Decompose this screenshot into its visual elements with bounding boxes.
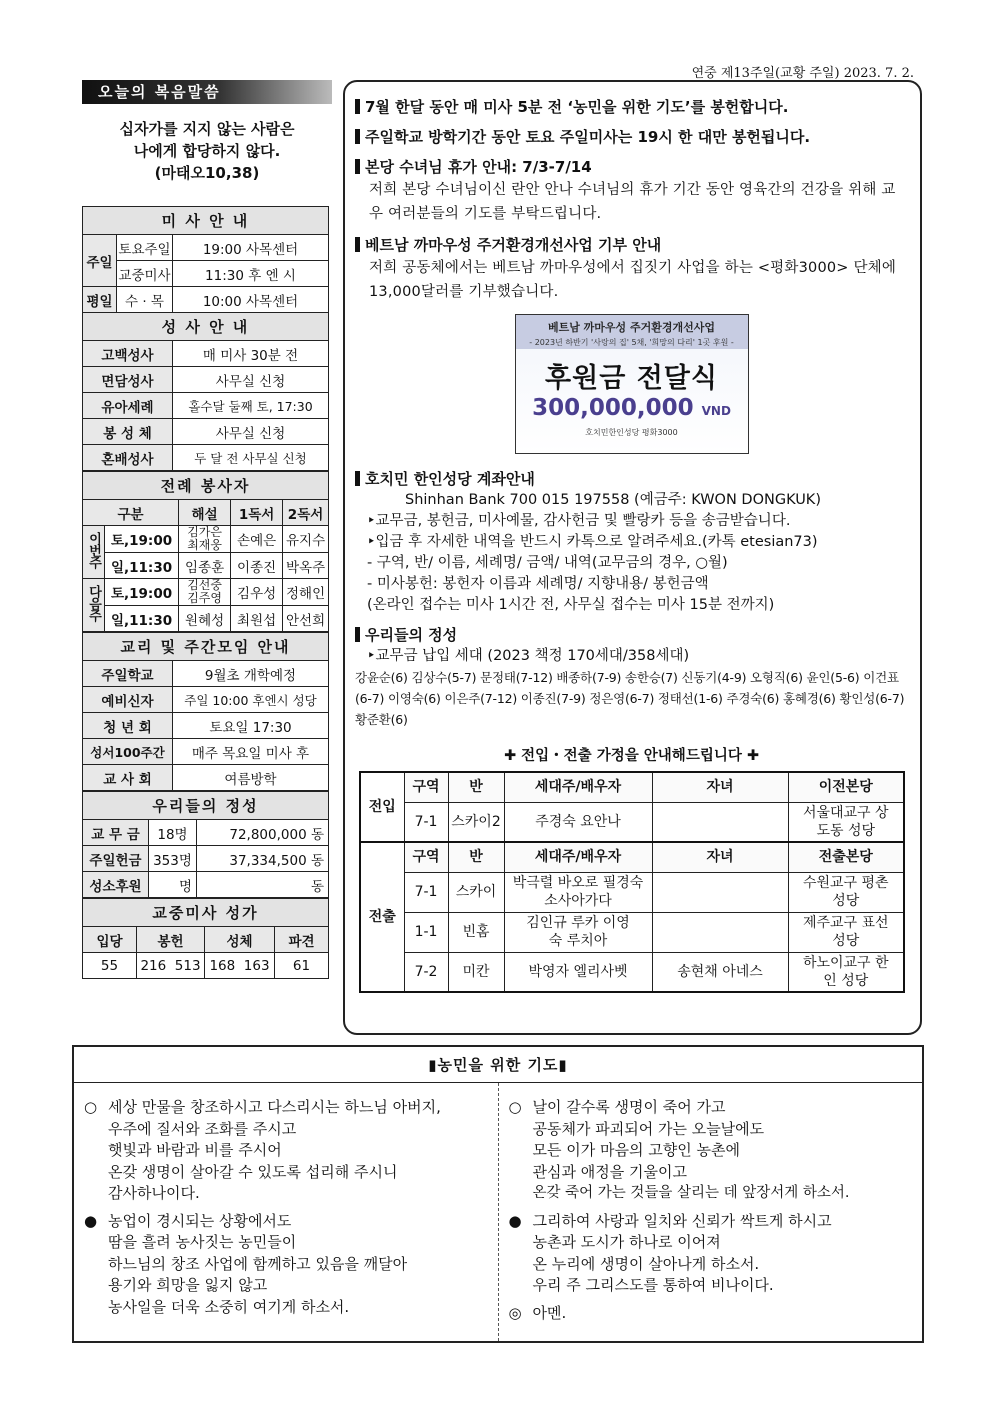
account-info [355, 468, 908, 616]
announcements-box [343, 80, 922, 1035]
left-column [82, 80, 332, 979]
announcement [355, 234, 908, 304]
prayer-line: 모든 이가 마음의 고향인 농촌에 [532, 1141, 740, 1159]
meeting-info: 주일 10:00 후엔시 성당 [173, 687, 329, 713]
meeting-name: 성서100주간 [83, 739, 173, 765]
mass-type: 교중미사 [117, 261, 173, 287]
prayer-line: 세상 만물을 창조하시고 다스리시는 하느님 아버지, [108, 1098, 441, 1116]
weekday-label: 평일 [83, 287, 117, 313]
hymn-header: 입당 [83, 927, 137, 953]
circle-icon: ○ [508, 1098, 522, 1116]
sacrament-info: 매 미사 30분 전 [173, 341, 329, 367]
offering-count: 353명 [149, 846, 197, 872]
prayer-line: 농사일을 더욱 소중히 여기게 하소서. [108, 1297, 350, 1316]
meeting-name: 교 사 회 [83, 765, 173, 791]
bulletin-date: 연중 제13주일(교황 주일) 2023. 7. 2. [691, 66, 914, 81]
move-district: 7-2 [404, 952, 448, 992]
meeting-name: 주일학교 [83, 661, 173, 687]
meetings-section-title: 교리 및 주간모임 안내 [83, 633, 329, 661]
banner-line2: - 2023년 하반기 '사랑의 집' 5채, '희망의 다리' 1곳 후원 - [529, 338, 734, 347]
prayer-line: 농업이 경시되는 상황에서도 [108, 1211, 292, 1230]
announcement-title: 7월 한달 동안 매 미사 5분 전 ‘농민을 위한 기도’를 봉헌합니다. [355, 96, 908, 118]
prayer-stanza [509, 1097, 915, 1205]
hymn-number: 55 [83, 953, 137, 979]
servers-header: 2독서 [283, 500, 329, 526]
hymn-number: 168 163 [205, 953, 275, 979]
move-household: 주경숙 요안나 [504, 802, 652, 842]
prayer-stanza [84, 1211, 490, 1319]
servers-header: 1독서 [231, 500, 283, 526]
prayer-left-column [74, 1083, 499, 1341]
hymn-number: 216 513 [137, 953, 205, 979]
moves-header: 자녀 [652, 842, 788, 872]
hymn-number: 61 [275, 953, 329, 979]
sacrament-name: 혼배성사 [83, 445, 173, 471]
servers-slot: 토,19:00 [105, 526, 179, 553]
schedule-table [82, 206, 329, 471]
announcement-body: 저희 본당 수녀님이신 란안 안나 수녀님의 휴가 기간 동안 영육간의 건강을 위해 교우 여러분들의 기도를 부탁드립니다. [369, 182, 896, 222]
banner-amount: 300,000,000 VND [532, 395, 731, 421]
move-ban: 빈홈 [448, 912, 504, 952]
gospel-verse [82, 118, 332, 184]
servers-reader1: 손예은 [231, 526, 283, 553]
sacrament-name: 봉 성 체 [83, 419, 173, 445]
mass-section-title: 미 사 안 내 [83, 207, 329, 235]
announcement-title: 본당 수녀님 휴가 안내: 7/3-7/14 [355, 156, 908, 178]
moves-header: 반 [448, 842, 504, 872]
meeting-name: 예비신자 [83, 687, 173, 713]
prayer-line: 하느님의 창조 사업에 함께하고 있음을 깨달아 [108, 1254, 408, 1273]
prayer-line: 온 누리에 생명이 살아나게 하소서. [532, 1254, 760, 1273]
prayer-line: 땀을 흘려 농사짓는 농민들이 [108, 1233, 297, 1251]
prayer-line: 아멘. [532, 1303, 567, 1322]
hymns-section-title: 교중미사 성가 [83, 899, 329, 927]
meeting-info: 여름방학 [173, 765, 329, 791]
servers-reader2: 유지수 [283, 526, 329, 553]
meeting-info: 매주 목요일 미사 후 [173, 739, 329, 765]
prayer-stanza [84, 1097, 490, 1205]
announcement [355, 126, 908, 148]
devotion-names: 강윤순(6) 김상수(5-7) 문정태(7-12) 배종하(7-9) 송한승(7) 신동기(4-9) 오형직(6) 윤인(5-6) 이건표(6-7) 이영숙(6) 이은주(7-12) 이종진(7-9) 정은영(6-7) 정태선(1-6) 주경숙(6) 홍혜경(6) 황인성(6-7) 황준환(6) [355, 670, 905, 727]
gospel-heading: 오늘의 복음말씀 [82, 80, 332, 104]
banner-main: 후원금 전달식 [545, 363, 718, 394]
prayer-right-column [499, 1083, 923, 1341]
sacrament-name: 유아세례 [83, 393, 173, 419]
mass-type: 토요주일 [117, 235, 173, 261]
servers-slot: 일,11:30 [105, 553, 179, 579]
move-ban: 스카이2 [448, 802, 504, 842]
move-district: 7-1 [404, 872, 448, 912]
meeting-info: 9월초 개학예정 [173, 661, 329, 687]
prayer-line: 용기와 희망을 잃지 않고 [108, 1276, 268, 1294]
offering-type: 교 무 금 [83, 820, 149, 846]
move-district: 1-1 [404, 912, 448, 952]
servers-commentator: 김선중 김주영 [179, 579, 231, 606]
moves-header: 구역 [404, 772, 448, 802]
devotion-title: 우리들의 정성 [355, 624, 908, 646]
move-children [652, 802, 788, 842]
servers-reader2: 정해인 [283, 579, 329, 606]
sacrament-info: 사무실 신청 [173, 419, 329, 445]
move-parish: 하노이교구 한인 성당 [788, 952, 904, 992]
moves-header: 세대주/배우자 [504, 772, 652, 802]
move-parish: 수원교구 평촌 성당 [788, 872, 904, 912]
servers-reader1: 최원섭 [231, 606, 283, 632]
sacrament-name: 면담성사 [83, 367, 173, 393]
prayer-line: 우리 주 그리스도를 통하여 비나이다. [532, 1276, 774, 1294]
moves-title: ✚ 전입・전출 가정을 안내해드립니다 ✚ [503, 748, 760, 764]
banner-logos: 호치민한인성당 평화3000 [585, 428, 678, 437]
mass-type: 수 · 목 [117, 287, 173, 313]
filled-circle-icon: ● [84, 1211, 98, 1230]
prayer-line: 감사하나이다. [108, 1184, 200, 1202]
mass-time: 10:00 사목센터 [173, 287, 329, 313]
hymn-header: 봉헌 [137, 927, 205, 953]
sacrament-info: 홀수달 둘째 토, 17:30 [173, 393, 329, 419]
prayer-line: 농촌과 도시가 하나로 이어져 [532, 1233, 721, 1251]
account-title: 호치민 한인성당 계좌안내 [355, 468, 908, 490]
move-ban: 미칸 [448, 952, 504, 992]
moves-header: 이전본당 [788, 772, 904, 802]
moves-header: 전출본당 [788, 842, 904, 872]
servers-table [82, 471, 329, 632]
prayer-line: 그리하여 사랑과 일치와 신뢰가 싹트게 하시고 [532, 1211, 832, 1230]
announcement-title: 주일학교 방학기간 동안 토요 주일미사는 19시 한 대만 봉헌됩니다. [355, 126, 908, 148]
offering-count: 18명 [149, 820, 197, 846]
gospel-citation: (마태오10,38) [154, 164, 260, 182]
servers-reader1: 김우성 [231, 579, 283, 606]
announcement [355, 96, 908, 118]
prayer-line: 온갖 죽어 가는 것들을 살리는 데 앞장서게 하소서. [532, 1185, 850, 1201]
servers-reader2: 박옥주 [283, 553, 329, 579]
announcement-body: 저희 공동체에서는 베트남 까마우성에서 집짓기 사업을 하는 <평화3000> 단체에 13,000달러를 기부했습니다. [369, 260, 897, 300]
sacrament-info: 두 달 전 사무실 신청 [173, 445, 329, 471]
meeting-name: 청 년 회 [83, 713, 173, 739]
moves-header: 반 [448, 772, 504, 802]
meeting-info: 토요일 17:30 [173, 713, 329, 739]
prayer-line: 온갖 생명이 살아갈 수 있도록 섭리해 주시니 [108, 1162, 398, 1181]
hymn-header: 성체 [205, 927, 275, 953]
move-children: 송현채 아네스 [652, 952, 788, 992]
prayer-line: 우주에 질서와 조화를 주시고 [108, 1119, 297, 1138]
servers-commentator: 임종훈 [179, 553, 231, 579]
servers-section-title: 전례 봉사자 [83, 472, 329, 500]
servers-header: 해설 [179, 500, 231, 526]
gospel-line: 십자가를 지지 않는 사람은 [119, 120, 295, 138]
announcement-title: 베트남 까마우성 주거환경개선사업 기부 안내 [355, 234, 908, 256]
donation-banner-image [515, 314, 749, 454]
devotion-sub: ‣교무금 납입 세대 (2023 책정 170세대/358세대) [367, 648, 690, 664]
offering-count: 명 [149, 872, 197, 898]
moves-out-label: 전출 [360, 842, 404, 992]
hymns-table [82, 898, 329, 979]
gospel-line: 나에게 합당하지 않다. [133, 142, 281, 160]
servers-reader2: 안선희 [283, 606, 329, 632]
offering-amount: 37,334,500 동 [197, 846, 329, 872]
servers-slot: 일,11:30 [105, 606, 179, 632]
move-district: 7-1 [404, 802, 448, 842]
account-line: - 미사봉헌: 봉헌자 이름과 세례명/ 지향내용/ 봉헌금액 [367, 576, 709, 592]
filled-circle-icon: ● [508, 1211, 522, 1230]
sacrament-name: 고백성사 [83, 341, 173, 367]
meetings-table [82, 632, 329, 791]
double-circle-icon: ◎ [508, 1303, 522, 1322]
servers-reader1: 이종진 [231, 553, 283, 579]
offering-amount: 72,800,000 동 [197, 820, 329, 846]
mass-time: 11:30 후 엔 시 [173, 261, 329, 287]
mass-time: 19:00 사목센터 [173, 235, 329, 261]
announcement [355, 156, 908, 226]
move-parish: 서울대교구 상도동 성당 [788, 802, 904, 842]
prayer-columns [74, 1083, 922, 1341]
servers-header: 구분 [83, 500, 179, 526]
moves-table [359, 771, 905, 993]
moves-in-label: 전입 [360, 772, 404, 842]
sacrament-section-title: 성 사 안 내 [83, 313, 329, 341]
prayer-line: 공동체가 파괴되어 가는 오늘날에도 [532, 1119, 765, 1138]
moves-header: 구역 [404, 842, 448, 872]
prayer-stanza [509, 1303, 915, 1325]
move-household: 박영자 엘리사벳 [504, 952, 652, 992]
moves-header: 자녀 [652, 772, 788, 802]
moves-header: 세대주/배우자 [504, 842, 652, 872]
prayer-title: ▮농민을 위한 기도▮ [74, 1047, 922, 1083]
servers-commentator: 원혜성 [179, 606, 231, 632]
move-ban: 스카이 [448, 872, 504, 912]
bank-account: Shinhan Bank 700 015 197558 (예금주: KWON DONGKUK) [405, 492, 821, 508]
offering-amount: 동 [197, 872, 329, 898]
move-children [652, 872, 788, 912]
account-line: ‣교무금, 봉헌금, 미사예물, 감사헌금 및 빨랑카 등을 송금받습니다. [367, 513, 791, 529]
move-children [652, 912, 788, 952]
hymn-header: 파견 [275, 927, 329, 953]
this-week-label: 이번주 [83, 526, 105, 579]
offering-section-title: 우리들의 정성 [83, 792, 329, 820]
offering-type: 주일헌금 [83, 846, 149, 872]
move-household: 박극렬 바오로 필경숙 소사아가다 [504, 872, 652, 912]
prayer-stanza [509, 1211, 915, 1297]
prayer-line: 햇빛과 바람과 비를 주시어 [108, 1141, 282, 1159]
prayer-box [72, 1045, 924, 1343]
prayer-line: 관심과 애정을 기울이고 [532, 1162, 687, 1181]
account-line: ‣입금 후 자세한 내역을 반드시 카톡으로 알려주세요.(카톡 etesian73) [367, 534, 818, 550]
account-line: - 구역, 반/ 이름, 세례명/ 금액/ 내역(교무금의 경우, ○월) [367, 555, 728, 571]
devotion-info [355, 624, 908, 730]
circle-icon: ○ [84, 1098, 98, 1116]
banner-line1: 베트남 까마우성 주거환경개선사업 [547, 321, 716, 334]
sunday-label: 주일 [83, 235, 117, 287]
move-parish: 제주교구 표선 성당 [788, 912, 904, 952]
offering-table [82, 791, 329, 898]
servers-commentator: 김가은 최재웅 [179, 526, 231, 553]
offering-type: 성소후원 [83, 872, 149, 898]
account-line: (온라인 접수는 미사 1시간 전, 사무실 접수는 미사 15분 전까지) [367, 597, 775, 613]
move-household: 김인규 루카 이영숙 루치아 [504, 912, 652, 952]
next-week-label: 다음주 [83, 579, 105, 632]
prayer-line: 날이 갈수록 생명이 죽어 가고 [532, 1098, 726, 1116]
servers-slot: 토,19:00 [105, 579, 179, 606]
sacrament-info: 사무실 신청 [173, 367, 329, 393]
